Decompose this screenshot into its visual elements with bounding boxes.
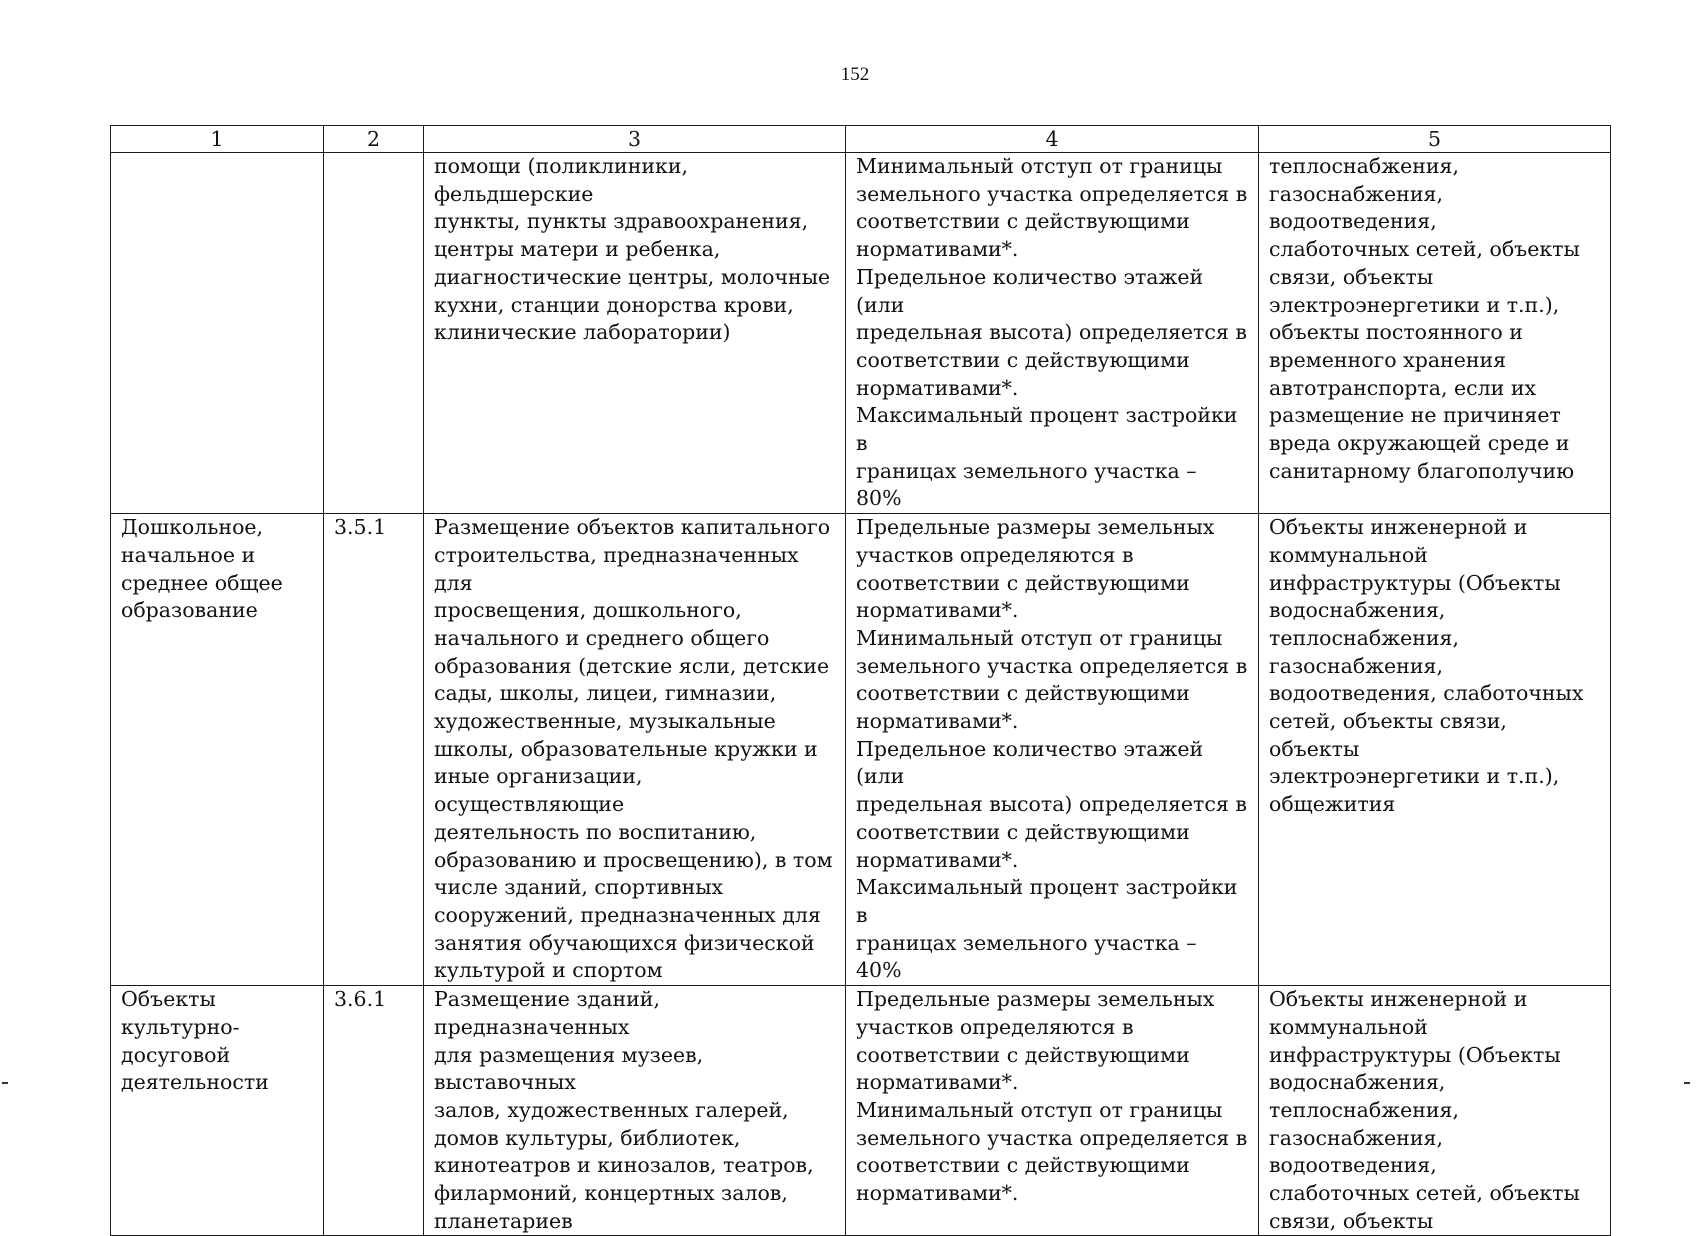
auxiliary-uses: Объекты инженерной и коммунальной инфраструктуры (Объекты водоснабжения, теплоснабжения, газоснабжения, водоотведения, слаботочных сетей, объекты связи, объекты bbox=[1269, 987, 1580, 1233]
auxiliary-uses: теплоснабжения, газоснабжения, водоотведения, слаботочных сетей, объекты связи, объекты электроэнергетики и т.п.), объекты постоянного и временного хранения автотранспорта, если их размещение не причиняет вреда окружающей среде и санитарному благополучию bbox=[1269, 154, 1580, 483]
header-col-2: 2 bbox=[324, 126, 424, 153]
use-name: Дошкольное, начальное и среднее общее образование bbox=[121, 515, 283, 623]
auxiliary-uses-cell bbox=[1259, 986, 1611, 1236]
use-description-cell bbox=[424, 153, 846, 514]
use-name-cell bbox=[111, 153, 324, 514]
table-row bbox=[111, 986, 1611, 1236]
table-header-row bbox=[111, 126, 1611, 153]
scan-edge-mark-left bbox=[2, 1082, 8, 1084]
use-code: 3.6.1 bbox=[334, 987, 387, 1012]
use-parameters: Предельные размеры земельных участков определяются в соответствии с действующими нормативами*. Минимальный отступ от границы земельного участка определяется в соответствии с действующими нормативами*. Предельное количество этажей (или предельная высота) определяется в соответствии с действующими нормативами*. Максимальный процент застройки в границах земельного участка – 40% bbox=[856, 515, 1248, 983]
use-name-cell bbox=[111, 514, 324, 986]
land-use-table bbox=[110, 125, 1611, 1236]
auxiliary-uses: Объекты инженерной и коммунальной инфраструктуры (Объекты водоснабжения, теплоснабжения, газоснабжения, водоотведения, слаботочных сетей, объекты связи, объекты электроэнергетики и т.п.), общежития bbox=[1269, 515, 1584, 817]
header-col-3: 3 bbox=[424, 126, 846, 153]
page-number: 152 bbox=[840, 64, 870, 85]
table-row bbox=[111, 153, 1611, 514]
header-col-4: 4 bbox=[846, 126, 1259, 153]
scan-edge-mark-right bbox=[1684, 1082, 1690, 1084]
use-code-cell bbox=[324, 153, 424, 514]
header-col-5: 5 bbox=[1259, 126, 1611, 153]
use-description: Размещение объектов капитального строительства, предназначенных для просвещения, дошкольного, начального и среднего общего образования (детские ясли, детские сады, школы, лицеи, гимназии, художественные, музыкальные школы, образовательные кружки и иные организации, осуществляющие деятельность по воспитанию, образованию и просвещению), в том числе зданий, спортивных сооружений, предназначенных для занятия обучающихся физической культурой и спортом bbox=[434, 515, 833, 983]
use-name: Объекты культурно- досуговой деятельности bbox=[121, 987, 269, 1095]
use-parameters-cell bbox=[846, 514, 1259, 986]
auxiliary-uses-cell bbox=[1259, 153, 1611, 514]
use-parameters: Минимальный отступ от границы земельного участка определяется в соответствии с действующими нормативами*. Предельное количество этажей (или предельная высота) определяется в соответствии с действующими нормативами*. Максимальный процент застройки в границах земельного участка – 80% bbox=[856, 154, 1248, 511]
use-description-cell bbox=[424, 514, 846, 986]
table-row bbox=[111, 514, 1611, 986]
use-code-cell bbox=[324, 514, 424, 986]
use-description: Размещение зданий, предназначенных для размещения музеев, выставочных залов, художественных галерей, домов культуры, библиотек, кинотеатров и кинозалов, театров, филармоний, концертных залов, планетариев bbox=[434, 987, 814, 1233]
use-name-cell bbox=[111, 986, 324, 1236]
use-code-cell bbox=[324, 986, 424, 1236]
use-parameters-cell bbox=[846, 153, 1259, 514]
use-description-cell bbox=[424, 986, 846, 1236]
use-parameters: Предельные размеры земельных участков определяются в соответствии с действующими нормативами*. Минимальный отступ от границы земельного участка определяется в соответствии с действующими нормативами*. bbox=[856, 987, 1248, 1206]
use-parameters-cell bbox=[846, 986, 1259, 1236]
use-code: 3.5.1 bbox=[334, 515, 387, 540]
auxiliary-uses-cell bbox=[1259, 514, 1611, 986]
use-description: помощи (поликлиники, фельдшерские пункты, пункты здравоохранения, центры матери и ребенка, диагностические центры, молочные кухни, станции донорства крови, клинические лаборатории) bbox=[434, 154, 831, 345]
header-col-1: 1 bbox=[111, 126, 324, 153]
